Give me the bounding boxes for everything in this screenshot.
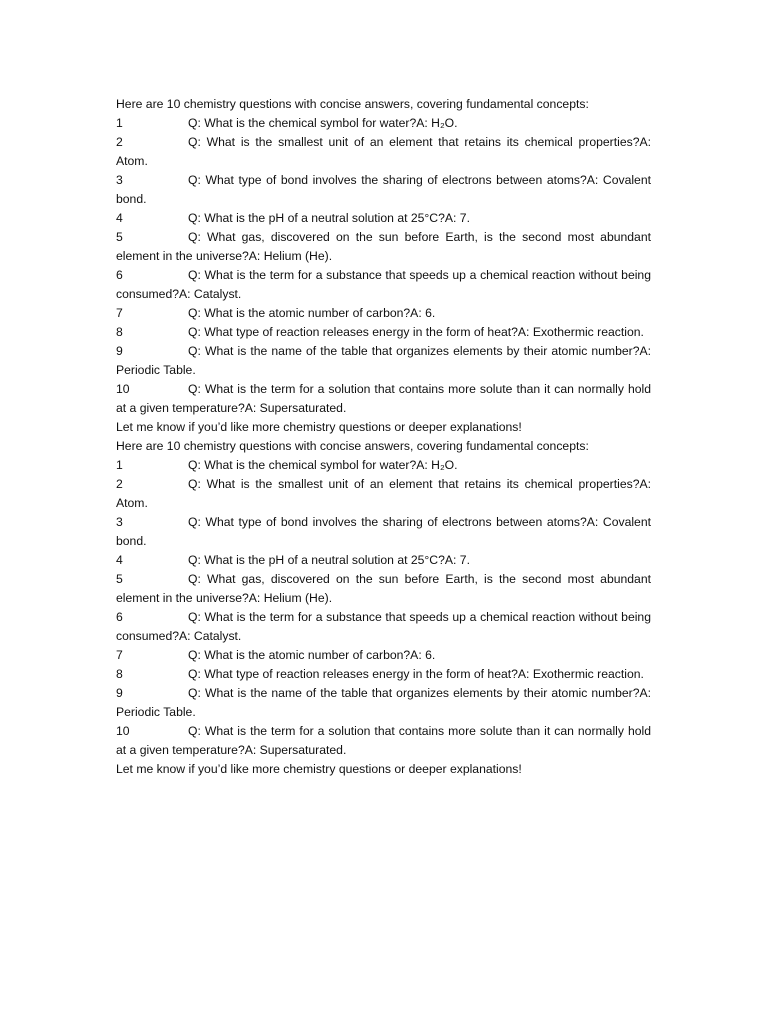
item-text: Q: What is the term for a substance that speeds up a chemical reaction without being consumed?A: Catalyst.	[116, 268, 651, 301]
item-text: Q: What is the smallest unit of an element that retains its chemical properties?A: Atom.	[116, 135, 651, 168]
item-text: Q: What is the term for a substance that speeds up a chemical reaction without being consumed?A: Catalyst.	[116, 610, 651, 643]
item-text: Q: What is the chemical symbol for water?A: H₂O.	[188, 458, 458, 472]
intro-paragraph: Here are 10 chemistry questions with concise answers, covering fundamental concepts:	[116, 439, 589, 453]
item-number: 4	[116, 211, 123, 225]
item-number: 2	[116, 477, 123, 491]
list-item	[116, 646, 651, 665]
list-item	[116, 456, 651, 475]
item-number: 6	[116, 268, 123, 282]
list-item	[116, 171, 651, 209]
list-item	[116, 114, 651, 133]
item-number: 4	[116, 553, 123, 567]
item-text: Q: What is the name of the table that organizes elements by their atomic number?A: Periodic Table.	[116, 344, 651, 377]
item-number: 6	[116, 610, 123, 624]
item-number: 8	[116, 667, 123, 681]
intro-paragraph: Here are 10 chemistry questions with concise answers, covering fundamental concepts:	[116, 97, 589, 111]
list-item	[116, 209, 651, 228]
item-number: 8	[116, 325, 123, 339]
item-number: 3	[116, 173, 123, 187]
item-text: Q: What is the atomic number of carbon?A: 6.	[188, 648, 436, 662]
list-item	[116, 228, 651, 266]
list-item	[116, 608, 651, 646]
item-number: 10	[116, 382, 130, 396]
item-text: Q: What is the name of the table that organizes elements by their atomic number?A: Periodic Table.	[116, 686, 651, 719]
item-text: Q: What is the atomic number of carbon?A: 6.	[188, 306, 436, 320]
item-text: Q: What is the smallest unit of an element that retains its chemical properties?A: Atom.	[116, 477, 651, 510]
item-text: Q: What type of reaction releases energy in the form of heat?A: Exothermic reaction.	[188, 667, 644, 681]
list-item	[116, 513, 651, 551]
item-text: Q: What gas, discovered on the sun before Earth, is the second most abundant element in the universe?A: Helium (He).	[116, 572, 651, 605]
list-item	[116, 266, 651, 304]
list-item	[116, 304, 651, 323]
list-item	[116, 323, 651, 342]
list-item	[116, 665, 651, 684]
item-text: Q: What type of bond involves the sharing of electrons between atoms?A: Covalent bond.	[116, 515, 651, 548]
list-item	[116, 570, 651, 608]
item-text: Q: What is the term for a solution that contains more solute than it can normally hold at a given temperature?A: Supersaturated.	[116, 382, 651, 415]
item-text: Q: What is the chemical symbol for water?A: H₂O.	[188, 116, 458, 130]
list-item	[116, 380, 651, 418]
item-number: 1	[116, 116, 123, 130]
item-text: Q: What is the term for a solution that contains more solute than it can normally hold at a given temperature?A: Supersaturated.	[116, 724, 651, 757]
outro-paragraph: Let me know if you’d like more chemistry questions or deeper explanations!	[116, 420, 522, 434]
list-item	[116, 342, 651, 380]
item-text: Q: What type of reaction releases energy in the form of heat?A: Exothermic reaction.	[188, 325, 644, 339]
item-number: 9	[116, 686, 123, 700]
item-number: 3	[116, 515, 123, 529]
list-item	[116, 684, 651, 722]
item-text: Q: What gas, discovered on the sun before Earth, is the second most abundant element in the universe?A: Helium (He).	[116, 230, 651, 263]
item-text: Q: What is the pH of a neutral solution at 25°C?A: 7.	[188, 211, 470, 225]
item-text: Q: What is the pH of a neutral solution at 25°C?A: 7.	[188, 553, 470, 567]
item-number: 1	[116, 458, 123, 472]
list-item	[116, 722, 651, 760]
item-number: 10	[116, 724, 130, 738]
item-number: 5	[116, 230, 123, 244]
list-item	[116, 551, 651, 570]
list-item	[116, 133, 651, 171]
item-number: 7	[116, 648, 123, 662]
document-body	[116, 95, 651, 779]
item-number: 7	[116, 306, 123, 320]
item-number: 2	[116, 135, 123, 149]
list-item	[116, 475, 651, 513]
outro-paragraph: Let me know if you’d like more chemistry questions or deeper explanations!	[116, 762, 522, 776]
item-number: 9	[116, 344, 123, 358]
item-number: 5	[116, 572, 123, 586]
item-text: Q: What type of bond involves the sharing of electrons between atoms?A: Covalent bond.	[116, 173, 651, 206]
